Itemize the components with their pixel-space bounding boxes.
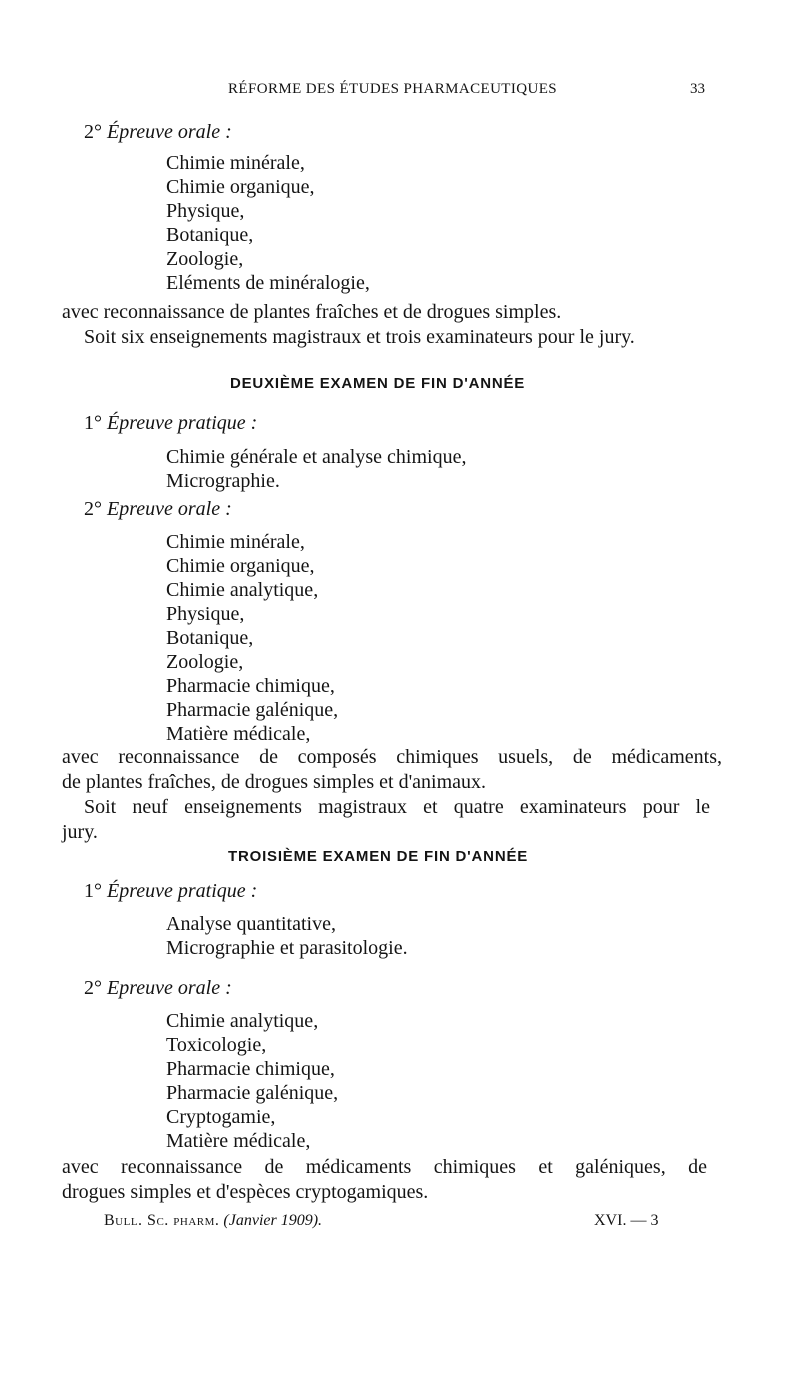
label-number: 1° xyxy=(84,880,102,902)
subject-item: Physique, xyxy=(166,603,245,625)
subject-item: Chimie générale et analyse chimique, xyxy=(166,446,467,468)
section-title: DEUXIÈME EXAMEN DE FIN D'ANNÉE xyxy=(230,375,526,392)
label-number: 2° xyxy=(84,977,102,999)
subject-item: Micrographie. xyxy=(166,470,280,492)
subject-item: Chimie organique, xyxy=(166,555,315,577)
subject-list-2a xyxy=(166,445,466,493)
footer-signature: XVI. — 3 xyxy=(594,1212,659,1229)
paragraph: de plantes fraîches, de drogues simples et d'animaux. xyxy=(62,771,487,793)
section-title: TROISIÈME EXAMEN DE FIN D'ANNÉE xyxy=(228,848,529,865)
subject-item: Pharmacie chimique, xyxy=(166,1058,335,1080)
footer-citation xyxy=(104,1212,322,1230)
subject-item: Pharmacie chimique, xyxy=(166,675,335,697)
subject-item: Botanique, xyxy=(166,224,254,246)
exam-label-oral xyxy=(84,498,232,521)
paragraph: avec reconnaissance de composés chimiques usuels, de médicaments, xyxy=(62,746,722,768)
paragraph: jury. xyxy=(62,821,98,843)
subject-item: Chimie minérale, xyxy=(166,531,305,553)
label-text: Épreuve pratique : xyxy=(107,412,258,434)
label-number: 2° xyxy=(84,498,102,520)
label-text: Epreuve orale : xyxy=(107,977,232,999)
subject-item: Micrographie et parasitologie. xyxy=(166,937,408,959)
subject-item: Matière médicale, xyxy=(166,1130,311,1152)
subject-item: Physique, xyxy=(166,200,245,222)
subject-item: Chimie analytique, xyxy=(166,579,319,601)
subject-list-3a xyxy=(166,912,408,960)
subject-item: Eléments de minéralogie, xyxy=(166,272,370,294)
exam-label-oral xyxy=(84,977,232,1000)
label-text: Épreuve orale : xyxy=(107,121,232,143)
subject-item: Zoologie, xyxy=(166,651,244,673)
subject-item: Botanique, xyxy=(166,627,254,649)
label-number: 2° xyxy=(84,121,102,143)
subject-item: Chimie analytique, xyxy=(166,1010,319,1032)
exam-label-practical xyxy=(84,412,257,435)
subject-item: Matière médicale, xyxy=(166,723,311,745)
running-title: RÉFORME DES ÉTUDES PHARMACEUTIQUES xyxy=(228,81,558,97)
paragraph: avec reconnaissance de médicaments chimiques et galéniques, de xyxy=(62,1156,707,1178)
label-number: 1° xyxy=(84,412,102,434)
subject-item: Zoologie, xyxy=(166,248,244,270)
subject-list-3b xyxy=(166,1009,338,1153)
paragraph: drogues simples et d'espèces cryptogamiques. xyxy=(62,1181,429,1203)
footer-journal: Bull. Sc. pharm. xyxy=(104,1212,220,1229)
subject-item: Analyse quantitative, xyxy=(166,913,336,935)
paragraph: Soit six enseignements magistraux et trois examinateurs pour le jury. xyxy=(84,326,635,348)
label-text: Épreuve pratique : xyxy=(107,880,258,902)
exam-label-oral-1 xyxy=(84,121,232,144)
subject-list-2b xyxy=(166,530,338,746)
footer-date: (Janvier 1909). xyxy=(223,1212,323,1229)
subject-item: Cryptogamie, xyxy=(166,1106,276,1128)
exam-label-practical xyxy=(84,880,257,903)
subject-item: Toxicologie, xyxy=(166,1034,267,1056)
subject-item: Pharmacie galénique, xyxy=(166,699,339,721)
paragraph: Soit neuf enseignements magistraux et quatre examinateurs pour le xyxy=(84,796,710,818)
paragraph: avec reconnaissance de plantes fraîches et de drogues simples. xyxy=(62,301,562,323)
label-text: Epreuve orale : xyxy=(107,498,232,520)
page-number: 33 xyxy=(690,81,705,97)
subject-list-1 xyxy=(166,151,370,295)
subject-item: Chimie organique, xyxy=(166,176,315,198)
subject-item: Pharmacie galénique, xyxy=(166,1082,339,1104)
subject-item: Chimie minérale, xyxy=(166,152,305,174)
